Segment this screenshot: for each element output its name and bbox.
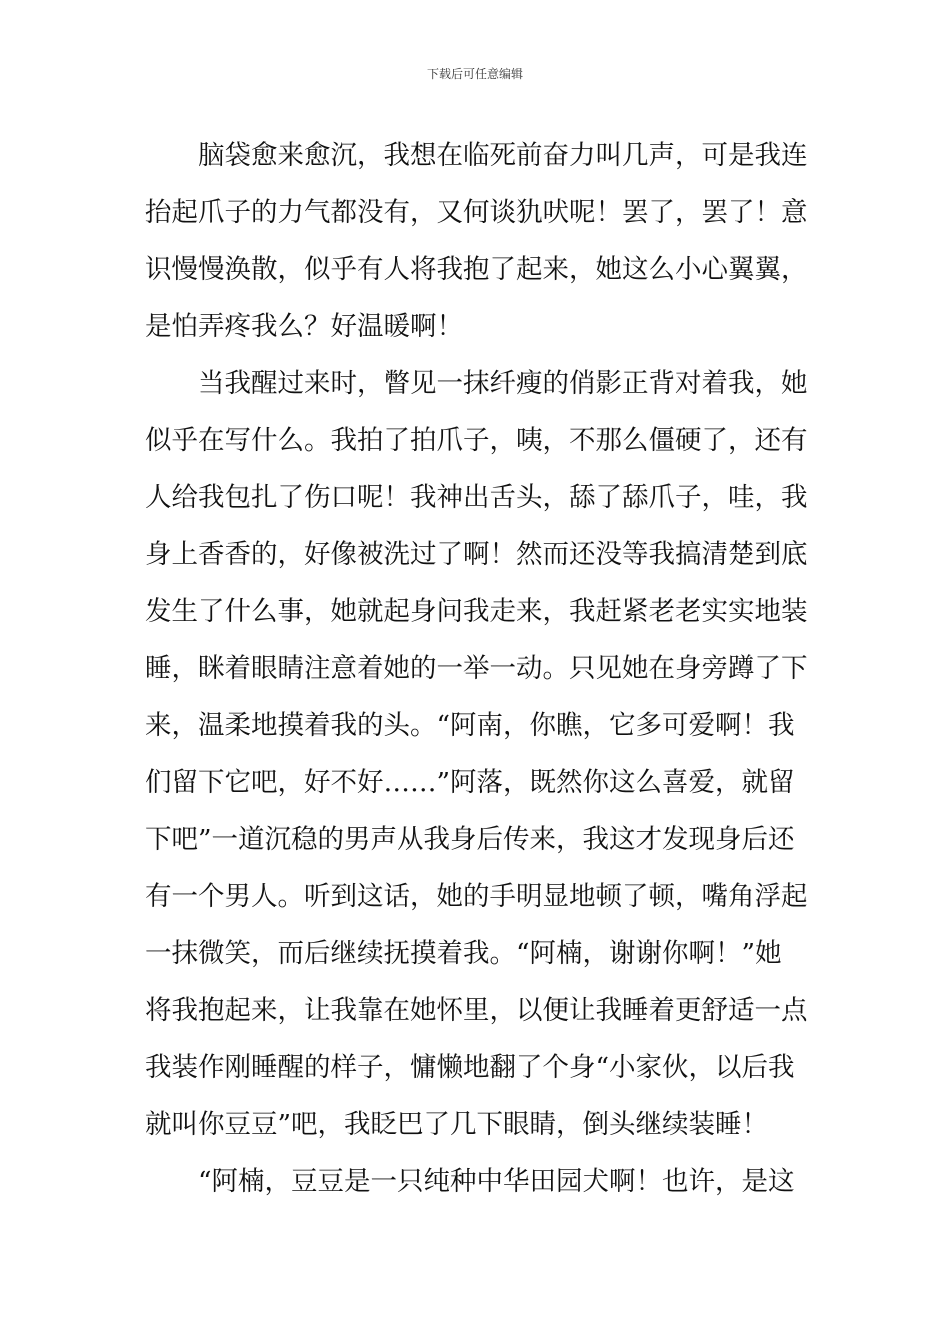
- text-line: 就叫你豆豆”吧，我眨巴了几下眼睛，倒头继续装睡！: [145, 1109, 769, 1140]
- text-line: 我装作刚睡醒的样子，慵懒地翻了个身“小家伙，以后我: [145, 1052, 795, 1083]
- text-line: 似乎在写什么。我拍了拍爪子，咦，不那么僵硬了，还有: [145, 425, 808, 456]
- text-line: 当我醒过来时，瞥见一抹纤瘦的俏影正背对着我，她: [198, 368, 808, 399]
- text-line: 抬起爪子的力气都没有，又何谈犰吠呢！罢了，罢了！意: [145, 197, 808, 228]
- page-header: 下载后可任意编辑: [426, 67, 523, 81]
- text-line: 识慢慢涣散，似乎有人将我抱了起来，她这么小心翼翼，: [145, 254, 808, 285]
- text-line: 将我抱起来，让我靠在她怀里，以便让我睡着更舒适一点: [145, 995, 808, 1026]
- text-line: 人给我包扎了伤口呢！我神出舌头，舔了舔爪子，哇，我: [145, 482, 808, 513]
- text-line: 们留下它吧，好不好……”阿落，既然你这么喜爱，就留: [145, 767, 795, 798]
- text-line: “阿楠，豆豆是一只纯种中华田园犬啊！也许，是这: [198, 1166, 795, 1197]
- text-line: 是怕弄疼我么？好温暖啊！: [145, 311, 463, 342]
- text-line: 睡，眯着眼睛注意着她的一举一动。只见她在身旁蹲了下: [145, 653, 808, 684]
- document-body: [145, 127, 810, 1210]
- text-line: 来，温柔地摸着我的头。“阿南，你瞧，它多可爱啊！我: [145, 710, 795, 741]
- text-line: 脑袋愈来愈沉，我想在临死前奋力叫几声，可是我连: [198, 140, 808, 171]
- text-line: 身上香香的，好像被洗过了啊！然而还没等我搞清楚到底: [145, 539, 808, 570]
- text-line: 有一个男人。听到这话，她的手明显地顿了顿，嘴角浮起: [145, 881, 808, 912]
- text-line: 一抹微笑，而后继续抚摸着我。“阿楠，谢谢你啊！”她: [145, 938, 782, 969]
- text-line: 下吧”一道沉稳的男声从我身后传来，我这才发现身后还: [145, 824, 795, 855]
- text-line: 发生了什么事，她就起身问我走来，我赶紧老老实实地装: [145, 596, 808, 627]
